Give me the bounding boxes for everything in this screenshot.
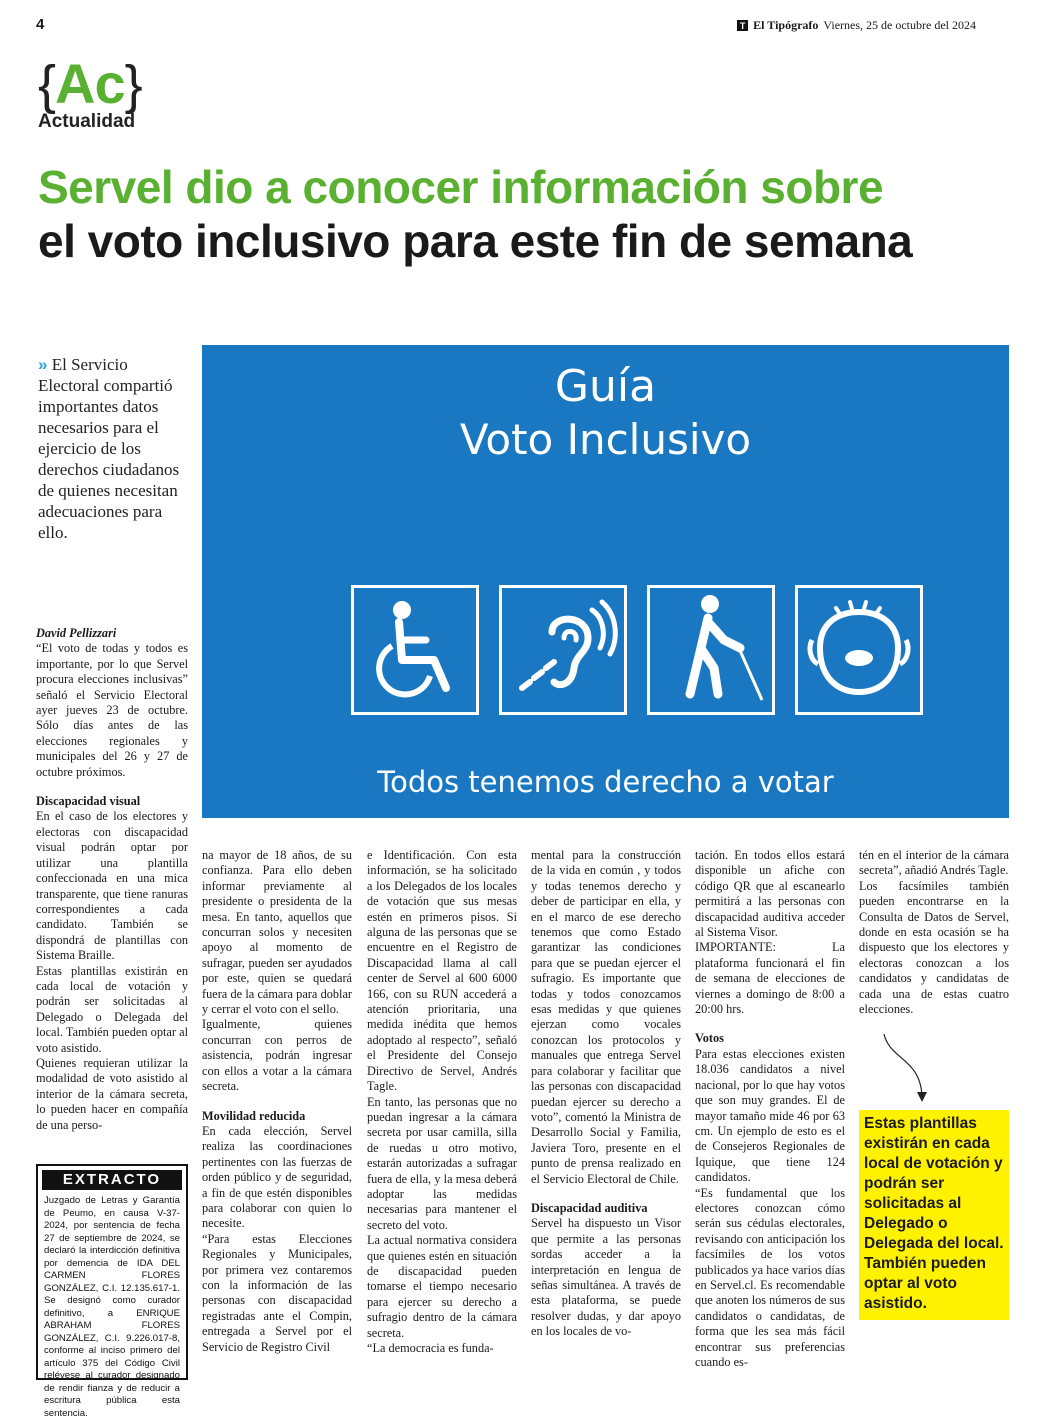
- paragraph: e Identificación. Con esta información, se ha solicitado a los Delegados de los locales de votación que sus mesas estén en primeros pisos. Si alguna de las personas que se encuentre en el Registro de Discapacidad llama al call center de Servel al 600 6000 166, con su RUN accederá a atención prioritaria, una medida inédita que hemos adoptado al respecto”, señaló el Presidente del Consejo Directivo de Servel, Andrés Tagle.: [367, 848, 517, 1094]
- article-column-3: [367, 848, 517, 1356]
- article-column-2: [202, 848, 352, 1355]
- article-lead: [38, 354, 190, 543]
- callout-arrow-icon: [880, 1030, 940, 1108]
- paragraph: Quienes requieran utilizar la modalidad de voto asistido al interior de la cámara secreta, lo pueden hacer en compañía de una perso-: [36, 1055, 188, 1132]
- pull-quote: Estas plantillas existirán en cada local de votación y podrán ser solicitadas al Delegado o Delegada del local. También pueden optar al voto asistido.: [859, 1110, 1009, 1320]
- masthead: [737, 18, 976, 33]
- paragraph: “Para estas Elecciones Regionales y Municipales, por primera vez contaremos con la información de las personas con discapacidad registradas ante el Compin, entregada a Servel por el Servicio de Registro Civil: [202, 1231, 352, 1354]
- paragraph: Los facsímiles también pueden encontrarse en la Consulta de Datos de Servel, donde en esta ocasión se ha dispuesto que los electores y electoras conozcan a los candidatos y candidatas de cada una de estas cuatro elecciones.: [859, 878, 1009, 1017]
- page-number: 4: [36, 16, 45, 33]
- subhead-votos: Votos: [695, 1031, 724, 1046]
- paragraph: Igualmente, quienes concurran con perros de asistencia, podrán ingresar con ellos a votar a la cámara secreta.: [202, 1017, 352, 1094]
- subhead-visual: Discapacidad visual: [36, 794, 141, 809]
- lead-text: El Servicio Electoral compartió importantes datos necesarios para el ejercicio de los derechos ciudadanos de quienes necesitan adecuaciones para ello.: [38, 355, 180, 542]
- paragraph: Servel ha dispuesto un Visor que permite a las personas sordas acceder a la interpretación en lengua de señas simultánea. A través de esta plataforma, se puede resolver dudas, y dar apoyo en los locales de vo-: [531, 1216, 681, 1339]
- section-name: Actualidad: [38, 111, 136, 132]
- paragraph: tación. En todos ellos estará disponible un afiche con código QR que al escanearlo permitirá a las personas con discapacidad auditiva acceder al Sistema Visor.: [695, 848, 845, 940]
- paragraph: na mayor de 18 años, de su confianza. Para ello deben informar previamente al presidente o presidenta de la mesa. En tanto, aquellos que concurran solos y necesiten apoyo al momento de sufragar, pueden ser ayudados por este, quien se quedará fuera de la cámara para doblar y cerrar el voto con el sello.: [202, 848, 352, 1017]
- subhead-movilidad: Movilidad reducida: [202, 1108, 306, 1123]
- hearing-icon: [499, 585, 627, 715]
- headline-line-2: el voto inclusivo para este fin de semana: [38, 215, 913, 267]
- hero-title-line-2: Voto Inclusivo: [459, 415, 752, 464]
- blind-person-icon: [647, 585, 775, 715]
- article-column-4: [531, 848, 681, 1340]
- paragraph: IMPORTANTE: La plataforma funcionará el fin de semana de elecciones de viernes a domingo de 8:00 a 20:00 hrs.: [695, 940, 845, 1017]
- paragraph: mental para la construcción de la vida en común , y todos y todas tenemos derecho y deber de participar en ella, y en el marco de ese derecho tenemos que como Estado garantizar las condiciones para que se puedan ejercer el sufragio. Es importante que todas y todos conozcamos esas medidas y que quienes ejerzan como vocales conozcan los protocolos y manuales que entrega Servel para colaborar y facilitar que las personas con discapacidad puedan ejercer su derecho a voto”, comentó la Ministra de Desarrollo Social y Familia, Javiera Toro, presente en el punto de prensa realizado en el Servicio Electoral de Chile.: [531, 848, 681, 1186]
- section-brace-open: {: [38, 55, 56, 115]
- paragraph: La actual normativa considera que quienes estén en situación de discapacidad pueden tomarse el tiempo necesario para ejercer su derecho a sufragio dentro de la cámara secreta.: [367, 1233, 517, 1340]
- headline-line-1: Servel dio a conocer información sobre: [38, 161, 884, 213]
- article-headline: [38, 160, 1018, 268]
- hero-title-line-1: Guía: [554, 361, 657, 412]
- paragraph: En el caso de los electores y electoras con discapacidad visual podrán optar por utilizar una plantilla confeccionada en una mica transparente, que tiene ranuras correspondientes a cada candidato. También se dispondrá de plantillas con Sistema Braille.: [36, 809, 188, 963]
- section-mark: [38, 54, 142, 133]
- hero-caption: Todos tenemos derecho a votar: [377, 765, 834, 799]
- legal-notice-box: [36, 1164, 188, 1419]
- face-icon: [795, 585, 923, 715]
- section-brace-close: }: [124, 55, 142, 115]
- paragraph: tén en el interior de la cámara secreta”, añadió Andrés Tagle.: [859, 848, 1009, 878]
- lead-marker-icon: »: [38, 355, 48, 374]
- article-column-6: [859, 848, 1009, 1017]
- paragraph: En tanto, las personas que no puedan ingresar a la cámara secreta por usar camilla, silla de ruedas u otro motivo, estarán autorizadas a sufragar fuera de ella, y la mesa deberá adoptar las medidas necesarias para mantener el secreto del voto.: [367, 1094, 517, 1232]
- publication-logo-icon: T: [737, 20, 748, 31]
- article-byline: David Pellizzari: [36, 626, 117, 640]
- article-column-1: [36, 626, 188, 1133]
- publication-name: El Tipógrafo: [753, 18, 819, 32]
- paragraph: Estas plantillas existirán en cada local de votación y podrán ser solicitadas al Delegado o Delegada del local. También pueden optar al voto asistido.: [36, 963, 188, 1055]
- paragraph: “Es fundamental que los electores conozcan cómo serán sus cédulas electorales, revisando con anticipación los facsímiles de los votos publicados ya hace varios días en Servel.cl. Es recomendable que anoten los números de sus candidatos o candidatas, de forma que les sea más fácil encontrar sus preferencias cuando es-: [695, 1185, 845, 1369]
- paragraph: En cada elección, Servel realiza las coordinaciones pertinentes con las fuerzas de orden público y de seguridad, a fin de que estén disponibles para colaborar con quien lo necesite.: [202, 1123, 352, 1231]
- paragraph: Para estas elecciones existen 18.036 candidatos a nivel nacional, por lo que hay votos que son muy grandes. El de mayor tamaño mide 46 por 63 cm. Un ejemplo de esto es el de Consejeros Regionales de Iquique, que tiene 124 candidatos.: [695, 1046, 845, 1185]
- article-column-5: [695, 848, 845, 1370]
- legal-notice-text: Juzgado de Letras y Garantía de Peumo, en causa V-37-2024, por sentencia de fecha 27 de septiembre de 2024, se declaró la interdicción definitiva por demencia de IDA DEL CARMEN FLORES GONZÁLEZ, C.I. 12.135.617-1. Se designó como curador definitivo, a ENRIQUE ABRAHAM FLORES GONZÁLEZ, C.I. 9.226.017-8, conforme al inciso primero del artículo 375 del Código Civil relévese al curador designado de rendir fianza y de reducir a escritura pública esta sentencia.: [44, 1195, 180, 1419]
- paragraph: “La democracia es funda-: [367, 1341, 494, 1355]
- legal-notice-title: EXTRACTO: [42, 1170, 182, 1190]
- subhead-auditiva: Discapacidad auditiva: [531, 1200, 648, 1215]
- wheelchair-icon: [351, 585, 479, 715]
- section-code: Ac: [55, 52, 125, 115]
- publication-date: Viernes, 25 de octubre del 2024: [823, 18, 976, 32]
- hero-image: [202, 345, 1009, 818]
- paragraph: “El voto de todas y todos es importante, por lo que Servel procura elecciones inclusivas” señaló el Servicio Electoral ayer jueves 23 de octubre. Sólo días antes de las elecciones regionales y municipales del 26 y 27 de octubre próximos.: [36, 641, 188, 779]
